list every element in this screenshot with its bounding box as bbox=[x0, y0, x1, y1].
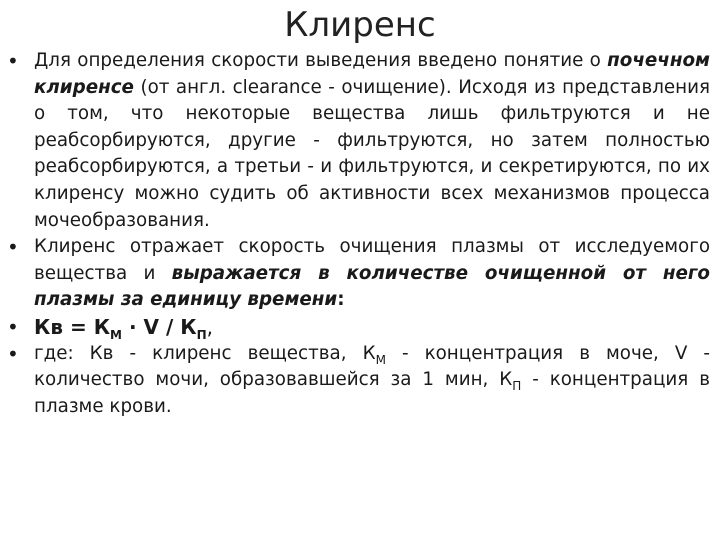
formula-kv: Кв = К bbox=[34, 314, 111, 339]
legend-text-1: где: Кв - клиренс вещества, К bbox=[34, 342, 376, 364]
formula-comma: , bbox=[206, 314, 213, 339]
formula-sub-m: M bbox=[110, 327, 122, 342]
bullet-1-text: Для определения скорости выведения введено понятие о bbox=[34, 50, 608, 71]
bullet-2-text: Клиренс отражает скорость очищения плазмы от исследуемого вещества и bbox=[34, 236, 710, 284]
legend-text-2: - концентрация в моче, V - количество мочи, образовавшейся за 1 мин, К bbox=[34, 342, 710, 391]
legend-sub-m: М bbox=[375, 352, 386, 367]
slide-title: Клиренс bbox=[284, 5, 436, 45]
bullet-renal-clearance-definition bbox=[34, 48, 710, 234]
formula-sub-p: П bbox=[196, 327, 207, 342]
bullet-clearance-meaning bbox=[34, 234, 710, 314]
legend-text-3: - концентрация в плазме крови. bbox=[34, 369, 710, 417]
bullet-2-emphasis: выражается в количестве очищенной от него плазмы за единицу времени bbox=[34, 262, 710, 311]
formula-mid: · V / К bbox=[122, 314, 197, 339]
bullet-formula bbox=[34, 314, 710, 341]
bullet-2-colon: : bbox=[337, 289, 345, 311]
bullet-formula-legend bbox=[34, 341, 710, 421]
legend-sub-p: П bbox=[512, 379, 522, 394]
bullet-list bbox=[34, 48, 710, 420]
bullet-1-text-rest: (от англ. clearance - очищение). Исходя из представления о том, что некоторые вещества лишь фильтруются и не реабсорбируются, другие - фильтруются, но затем полностью реабсорбируются, а третьи - и фильтруются, и секретируются, по их клиренсу можно судить об активности всех механизмов процесса мочеобразования. bbox=[34, 76, 710, 231]
bullet-1-emphasis: почечном клиренсе bbox=[34, 50, 710, 98]
